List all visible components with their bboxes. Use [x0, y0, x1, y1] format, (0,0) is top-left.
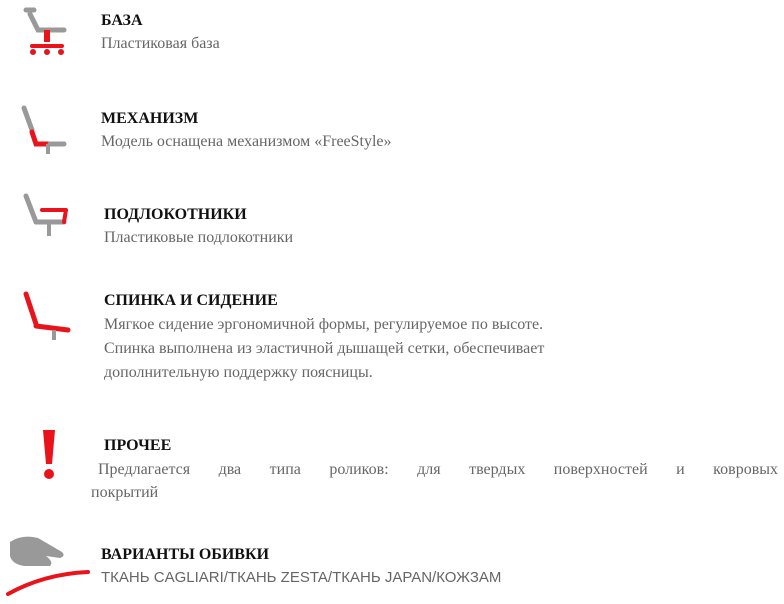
chair-base-icon [22, 6, 74, 58]
exclamation-icon [38, 426, 60, 482]
section-desc: дополнительную поддержку поясницы. [104, 364, 373, 381]
section-desc: Мягкое сидение эргономичной формы, регулируемое по высоте. [104, 316, 544, 333]
section-desc: Предлагается два типа роликов: для твердых поверхностей и ковровых [98, 461, 778, 478]
hand-fabric-icon [4, 530, 90, 600]
section-title: БАЗА [101, 12, 143, 29]
section-title: ВАРИАНТЫ ОБИВКИ [101, 546, 270, 563]
section-title: ПОДЛОКОТНИКИ [104, 206, 247, 223]
section-desc: покрытий [91, 484, 159, 501]
chair-back-seat-icon [22, 290, 74, 342]
section-title: МЕХАНИЗМ [101, 110, 199, 127]
chair-mechanism-icon [20, 104, 70, 156]
section-title: СПИНКА И СИДЕНИЕ [104, 292, 278, 309]
section-title: ПРОЧЕЕ [104, 437, 172, 454]
chair-armrest-icon [22, 192, 74, 242]
section-desc: Пластиковые подлокотники [104, 229, 294, 246]
section-desc: Модель оснащена механизмом «FreeStyle» [101, 133, 392, 150]
section-desc: Пластиковая база [101, 35, 220, 52]
section-desc: ТКАНЬ CAGLIARI/ТКАНЬ ZESTA/ТКАНЬ JAPAN/КОЖЗАМ [101, 569, 502, 586]
section-desc: Спинка выполнена из эластичной дышащей сетки, обеспечивает [104, 340, 545, 357]
